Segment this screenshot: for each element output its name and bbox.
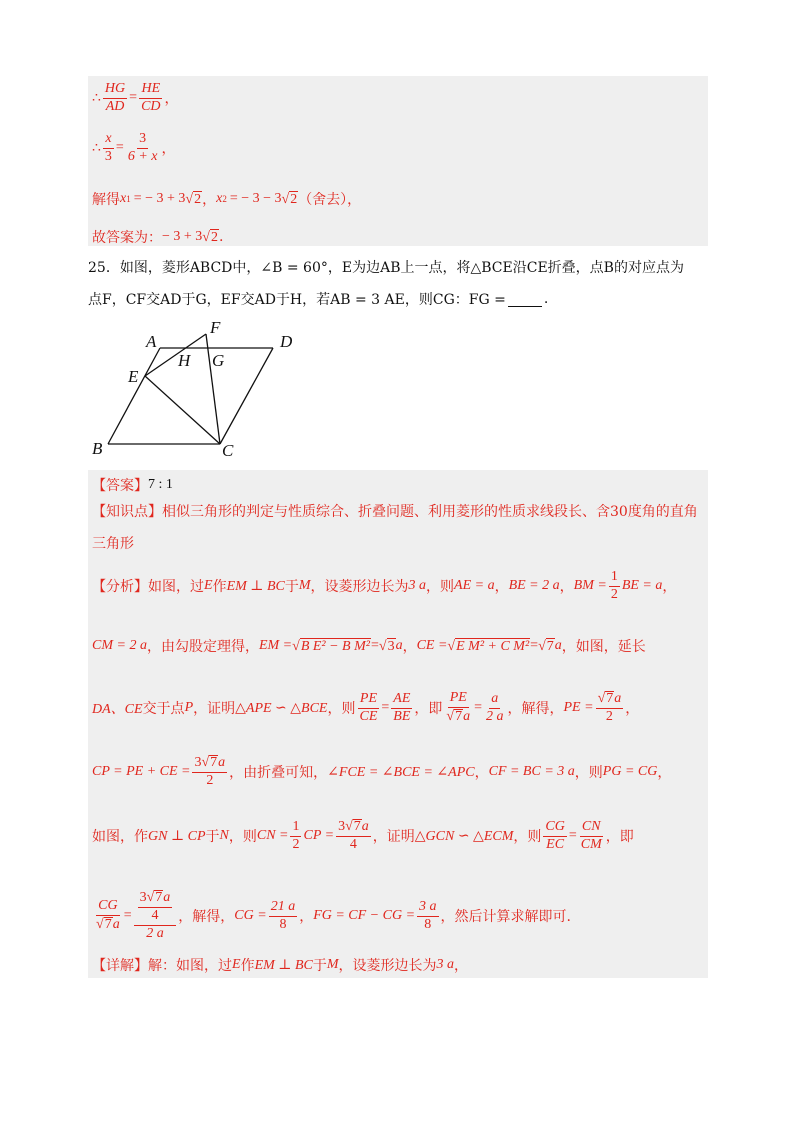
fraction: $\frac{3 a}{8}$ [419,898,437,932]
prev-line-4: 故答案为： − 3 + 3 √ 2 . [92,229,224,246]
sqrt: √ 3 [378,638,395,654]
fraction: $\frac{1}{2}$ [610,568,618,602]
fraction: $\frac{CG}{EC}$ [545,818,565,852]
label-e: E [128,367,139,386]
label-a: A [146,332,157,351]
fraction: $\frac{PE}{CE}$ [359,690,378,724]
edge-ab [108,348,160,444]
analysis-line-2: CM = 2 a ，由勾股定理得， EM = √ B E² − B M² = √ 3 a ， CE = √ E M² + C M² = √ 7 a ，如图，延长 [92,638,646,655]
fraction: CG √ 7 a [96,898,120,932]
question-line-2: 点F，CF交AD于G，EF交AD于H，若AB = 3 AE，则CG：FG = . [88,291,549,308]
fraction: $\frac{x}{3}$ [104,130,112,164]
therefore-symbol: ∴ [92,90,101,106]
fraction: 3√ 7 a 2 [194,755,226,788]
prev-line-2: ∴ $\frac{x}{3}$ = $\frac{3}{6 + x}$ ， [92,130,176,164]
question-line-1: 25．如图，菱形ABCD中，∠B = 60°，E为边AB上一点，将△BCE沿CE折叠，点B的对应点为 [88,260,684,276]
label-g: G [212,351,225,370]
detail-line-1: 【详解】 解：如图，过 E 作 EM ⊥ BC 于 M ，设菱形边长为 3 a ， [92,957,469,974]
knowledge-line-1: 【知识点】 相似三角形的判定与性质综合、折叠问题、利用菱形的性质求线段长、含30度角的直角 [92,504,698,520]
fraction: $\frac{HE}{CD}$ [141,80,161,114]
compound-fraction: 3√ 7 a 4 2 a [134,890,177,941]
sqrt: √ B E² − B M² [292,638,370,654]
label-f: F [210,318,221,337]
analysis-line-6: CG √ 7 a = 3√ 7 a 4 2 a ，解得， CG = $\frac{21 a}{8}$ ， FG = CF − CG = $\frac{3 a}{8}$ ，然后计算求解即可. [96,890,571,941]
sqrt: √ 2 [281,191,298,207]
segment-ec [145,376,220,444]
fraction: $\frac{21 a}{8}$ [270,898,296,932]
sqrt: √ E M² + C M² [447,638,530,654]
answer-line: 【答案】 7 : 1 [92,477,173,494]
previous-solution-box [88,76,708,246]
answer-blank [508,292,542,307]
analysis-line-5: 如图，作 GN ⊥ CP 于 N ，则 CN = $\frac{1}{2}$ CP = 3√ 7 a 4 ，证明 △GCN ∽ △ECM ，则 $\frac{CG}{EC}$ = $\frac{CN}{CM}$ ，即 [92,818,634,852]
fraction: $\frac{1}{2}$ [292,818,300,852]
fraction: PE √ 7 a [446,690,471,724]
analysis-line-1: 【分析】 如图，过 E 作 EM ⊥ BC 于 M ，设菱形边长为 3 a ，则 AE = a ， BE = 2 a ， BM = $\frac{1}{2}$ BE = a ， [92,568,677,602]
fraction: √ 7 a 2 [597,691,622,724]
analysis-line-3: DA、CE 交于点 P ，证明 △APE ∽ △BCE ，则 $\frac{PE}{CE}$ = $\frac{AE}{BE}$ ，即 PE √ 7 a = $\frac{a}{2 a}$ ，解得， PE = √ 7 a 2 ， [92,690,640,724]
fraction: $\frac{HG}{AD}$ [104,80,126,114]
edge-cd [220,348,273,444]
fraction: $\frac{CN}{CM}$ [580,818,602,852]
sqrt: √ 7 [538,638,554,654]
label-c: C [222,441,234,460]
prev-line-1: ∴ $\frac{HG}{AD}$ = $\frac{HE}{CD}$ ， [92,80,179,114]
label-b: B [92,439,103,458]
sqrt: √ 2 [185,191,202,207]
prev-line-3: 解得 x 1 = − 3 + 3 √ 2 ， x 2 = − 3 − 3 √ 2 （舍去）， [92,191,362,208]
label-d: D [280,332,293,351]
fraction: $\frac{a}{2 a}$ [486,690,504,724]
label-h: H [178,351,191,370]
analysis-line-4: CP = PE + CE = 3√ 7 a 2 ，由折叠可知， ∠FCE = ∠BCE = ∠APC ， CF = BC = 3 a ，则 PG = CG ， [92,755,672,788]
rhombus-figure [88,316,328,466]
fraction: 3√ 7 a 4 [338,819,369,852]
fraction: $\frac{AE}{BE}$ [393,690,411,724]
knowledge-line-2: 三角形 [92,536,134,552]
fraction: $\frac{3}{6 + x}$ [127,130,158,164]
sqrt: √ 2 [202,229,218,245]
therefore-symbol: ∴ [92,140,101,156]
